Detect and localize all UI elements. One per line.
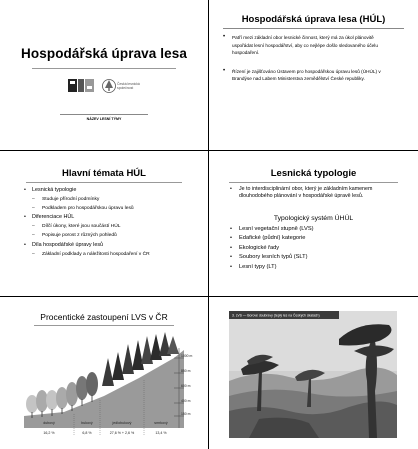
zone-label: dubový	[43, 421, 55, 425]
slide-6-photo[interactable]	[209, 297, 418, 449]
subtopic-item: – Studuje přírodní podmínky	[24, 195, 199, 204]
title-divider	[229, 182, 398, 183]
bullet-item: • Edafické (půdní) kategorie	[230, 234, 314, 243]
altitude-label: 850 m	[181, 369, 191, 373]
title-divider	[34, 325, 174, 326]
slide-title: Hospodářská úprava lesa	[21, 46, 187, 61]
altitude-label: 150 m	[181, 412, 191, 416]
logo2-text	[117, 82, 140, 90]
slide-3-topics[interactable]	[0, 151, 208, 296]
bullet-list	[223, 34, 393, 83]
author-text: NÁZEV LESNÍ TÝMY	[86, 117, 122, 121]
zone-label: jedlobukový	[112, 421, 132, 425]
subtopic-item: – Podkladem pro hospodářskou úpravu lesů	[24, 204, 199, 213]
terrain-slope	[24, 350, 184, 428]
subtopic-item: – Dílčí úkony, které jsou součástí HÚL	[24, 222, 199, 231]
bullet-item: • Řízení je zajišťováno Ústavem pro hospodářskou úpravu lesů (ÚHÚL) v Brandýse nad Labem Ministerstva zemědělství České republiky.	[223, 68, 393, 83]
subtopic-item: – Základní podklady a náležitosti hospodaření v ČR	[24, 250, 199, 259]
logo2-line-1: Česká lesnická	[117, 82, 140, 86]
zone-value: 13,4 %	[155, 431, 167, 435]
slide-1-title[interactable]	[0, 0, 208, 150]
forest-profile-diagram	[24, 328, 193, 438]
zone-value: 16,2 %	[43, 431, 55, 435]
title-divider	[26, 182, 182, 183]
bullet-item: • Lesní typy (LT)	[230, 263, 314, 272]
topic-item: • Lesnická typologie	[24, 186, 199, 195]
altitude-label: 1000 m	[181, 354, 193, 358]
slide-title: Lesnická typologie	[270, 168, 357, 179]
topic-item: • Díla hospodářské úpravy lesů	[24, 241, 199, 250]
zone-value: 6,8 %	[82, 431, 92, 435]
intro-paragraph: • Je to interdisciplinární obor, který je základním kamenem dlouhodobého plánování v hospodářské úpravě lesů.	[230, 186, 389, 199]
bullet-item: • Ekologické řady	[230, 244, 314, 253]
slide-title: Hospodářská úprava lesa (HÚL)	[241, 14, 386, 25]
topic-item: • Diferenciace HÚL	[24, 213, 199, 222]
slide-title: Hlavní témata HÚL	[62, 168, 146, 179]
title-divider	[32, 68, 176, 69]
altitude-label: 600 m	[181, 384, 191, 388]
bullet-item: • Lesní vegetační stupně (LVS)	[230, 225, 314, 234]
slide-2-definition[interactable]	[209, 0, 418, 150]
subtopic-item: – Popisuje porost z různých pohledů	[24, 231, 199, 240]
logo2-line-2: společnost	[117, 86, 134, 91]
forest-rock-photo	[229, 311, 397, 438]
slide-5-lvs-diagram[interactable]	[0, 297, 208, 449]
typology-list	[230, 225, 314, 272]
bullet-item: • Soubory lesních typů (SLT)	[230, 253, 314, 262]
bullet-item: • Patří mezi základní obor lesnické činnost, který má za úkol plánovitě uspořádat lesní hospodářství, aby co nejlépe došlo sledovaného účelu hospodaření.	[223, 34, 393, 57]
zone-label: bukový	[81, 421, 93, 425]
photo-caption: 3. LVS — Borové doubravy (teplý les na Českých skalách)	[232, 313, 320, 318]
topics-list	[24, 186, 199, 259]
university-logo-icon	[67, 77, 95, 95]
altitude-label: 400 m	[181, 399, 191, 403]
title-divider	[223, 28, 404, 29]
author-divider	[60, 114, 148, 115]
zone-value: 27,6 % + 2,6 %	[109, 431, 135, 435]
slide-4-typology[interactable]	[209, 151, 418, 296]
subtitle: Typologický systém ÚHÚL	[273, 215, 354, 222]
zone-label: smrkový	[154, 421, 168, 425]
slide-title: Procentické zastoupení LVS v ČR	[40, 312, 168, 322]
